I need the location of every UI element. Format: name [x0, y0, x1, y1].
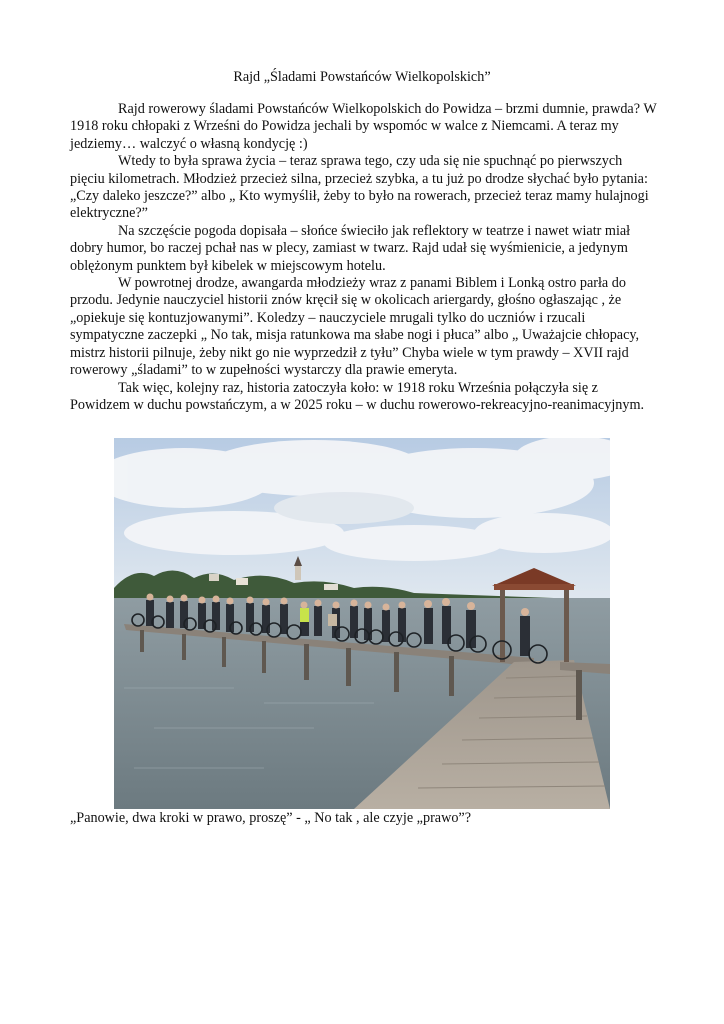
group-photo — [114, 438, 610, 809]
paragraph: Na szczęście pogoda dopisała – słońce świeciło jak reflektory w teatrze i nawet wiatr miał dobry humor, bo raczej pchał nas w plecy, zamiast w twarz. Rajd udał się wyśmienicie, a jedynym oblężonym punktem był kibelek w miejscowym hotelu. — [70, 222, 631, 274]
paragraph: Rajd rowerowy śladami Powstańców Wielkopolskich do Powidza – brzmi dumnie, prawda? W 1918 roku chłopaki z Wrześni do Powidza jechali by wspomóc w walce z Niemcami. A teraz my jedziemy… walczyć o własną kondycję :) — [70, 101, 657, 152]
document-title: Rajd „Śladami Powstańców Wielkopolskich” — [233, 69, 491, 85]
paragraph: W powrotnej drodze, awangarda młodzieży wraz z panami Biblem i Lonką ostro parła do przodu. Jedynie nauczyciel historii znów kręcił się w okolicach ariergardy, głośno ogłaszając , że „opiekuje się kontuzjowanymi”. Koledzy – nauczyciele mrugali tylko do uczniów i rzucali sympatyczne zaczepki „ No tak, misja ratunkowa ma słabe nogi i płuca” albo „ Uważajcie chłopacy, mistrz historii pilnuje, żeby nikt go nie wyprzedził z tyłu” Chyba wiele w tym prawdy – XVII rajd rowerowy „śladami” to w zupełności wystarczy dla prawie emeryta. — [70, 275, 640, 379]
photo-caption: „Panowie, dwa kroki w prawo, proszę” - „ No tak , ale czyje „prawo”? — [70, 810, 472, 826]
paragraph: Wtedy to była sprawa życia – teraz sprawa tego, czy uda się nie spuchnąć po pierwszych pięciu kilometrach. Młodzież przecież silna, przecież szybka, a tu już po drodze słychać było pytania: „Czy daleko jeszcze?” albo „ Kto wymyślił, żeby to było na rowerach, przecież teraz mamy hulajnogi elektryczne?” — [70, 153, 649, 222]
clouds — [114, 438, 610, 561]
paragraph: Tak więc, kolejny raz, historia zatoczyła koło: w 1918 roku Września połączyła się z Powidzem w duchu powstańczym, a w 2025 roku – w duchu rowerowo-rekreacyjno-reanimacyjnym. — [70, 379, 645, 413]
article-body — [70, 101, 660, 414]
